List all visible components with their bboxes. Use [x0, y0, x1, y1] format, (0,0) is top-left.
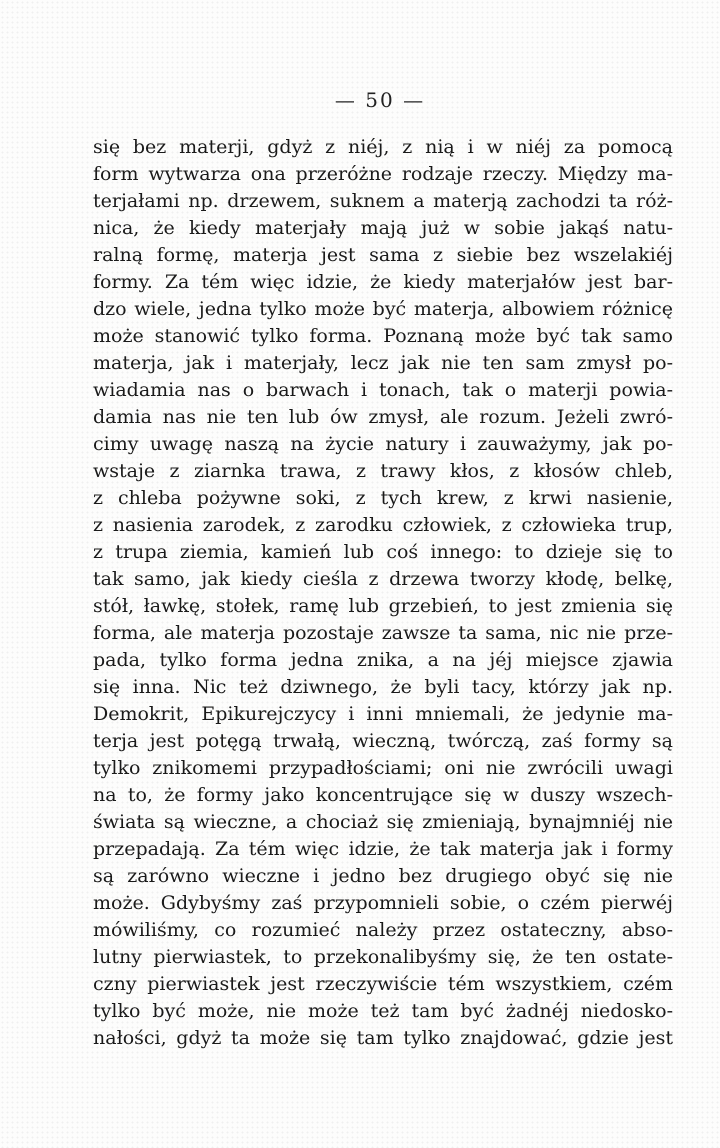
text-line: z trupa ziemia, kamień lub coś innego: to dzieje się to [93, 541, 673, 563]
text-line: na to, że formy jako koncentrujące się w duszy wszech- [93, 784, 673, 806]
text-line: tylko być może, nie może też tam być żadnéj niedosko- [93, 1000, 673, 1022]
text-line: świata są wieczne, a chociaż się zmieniają, bynajmniéj nie [93, 811, 673, 833]
text-line: forma, ale materja pozostaje zawsze ta sama, nic nie prze- [93, 622, 673, 644]
text-line: się inna. Nic też dziwnego, że byli tacy, którzy jak np. [93, 676, 673, 698]
text-line: cimy uwagę naszą na życie natury i zauważymy, jak po- [93, 433, 673, 455]
text-line: materja, jak i materjały, lecz jak nie ten sam zmysł po- [93, 352, 673, 374]
text-line: przepadają. Za tém więc idzie, że tak materja jak i formy [93, 838, 673, 860]
text-line: stół, ławkę, stołek, ramę lub grzebień, to jest zmienia się [93, 595, 673, 617]
text-line: tylko znikomemi przypadłościami; oni nie zwrócili uwagi [93, 757, 673, 779]
text-line: terjałami np. drzewem, suknem a materją zachodzi ta róż- [93, 190, 673, 212]
text-line: z chleba pożywne soki, z tych krew, z krwi nasienie, [93, 487, 673, 509]
text-line: damia nas nie ten lub ów zmysł, ale rozum. Jeżeli zwró- [93, 406, 673, 428]
text-line: wstaje z ziarnka trawa, z trawy kłos, z kłosów chleb, [93, 460, 673, 482]
text-line: form wytwarza ona przeróżne rodzaje rzeczy. Między ma- [93, 163, 673, 185]
text-line: z nasienia zarodek, z zarodku człowiek, z człowieka trup, [93, 514, 673, 536]
body-text [93, 134, 673, 1052]
text-line: terja jest potęgą trwałą, wieczną, twórczą, zaś formy są [93, 730, 673, 752]
page-number: — 50 — [334, 88, 426, 112]
text-line: mówiliśmy, co rozumieć należy przez ostateczny, abso- [93, 919, 673, 941]
text-line: są zarówno wieczne i jedno bez drugiego obyć się nie [93, 865, 673, 887]
text-line: czny pierwiastek jest rzeczywiście tém wszystkiem, czém [93, 973, 673, 995]
text-line: Demokrit, Epikurejczycy i inni mniemali, że jedynie ma- [93, 703, 673, 725]
text-line: może. Gdybyśmy zaś przypomnieli sobie, o czém pierwéj [93, 892, 673, 914]
text-line: pada, tylko forma jedna znika, a na jéj miejsce zjawia [93, 649, 673, 671]
text-line: może stanowić tylko forma. Poznaną może być tak samo [93, 325, 673, 347]
text-line: się bez materji, gdyż z niéj, z nią i w niéj za pomocą [93, 136, 673, 158]
text-line: formy. Za tém więc idzie, że kiedy materjałów jest bar- [93, 271, 673, 293]
text-line: tak samo, jak kiedy cieśla z drzewa tworzy kłodę, belkę, [93, 568, 673, 590]
text-line: wiadamia nas o barwach i tonach, tak o materji powia- [93, 379, 673, 401]
text-line: dzo wiele, jedna tylko może być materja, albowiem różnicę [93, 298, 673, 320]
text-line: nica, że kiedy materjały mają już w sobie jakąś natu- [93, 217, 673, 239]
text-line: nałości, gdyż ta może się tam tylko znajdować, gdzie jest [93, 1027, 673, 1049]
text-line: ralną formę, materja jest sama z siebie bez wszelakiéj [93, 244, 673, 266]
text-line: lutny pierwiastek, to przekonalibyśmy się, że ten ostate- [93, 946, 673, 968]
